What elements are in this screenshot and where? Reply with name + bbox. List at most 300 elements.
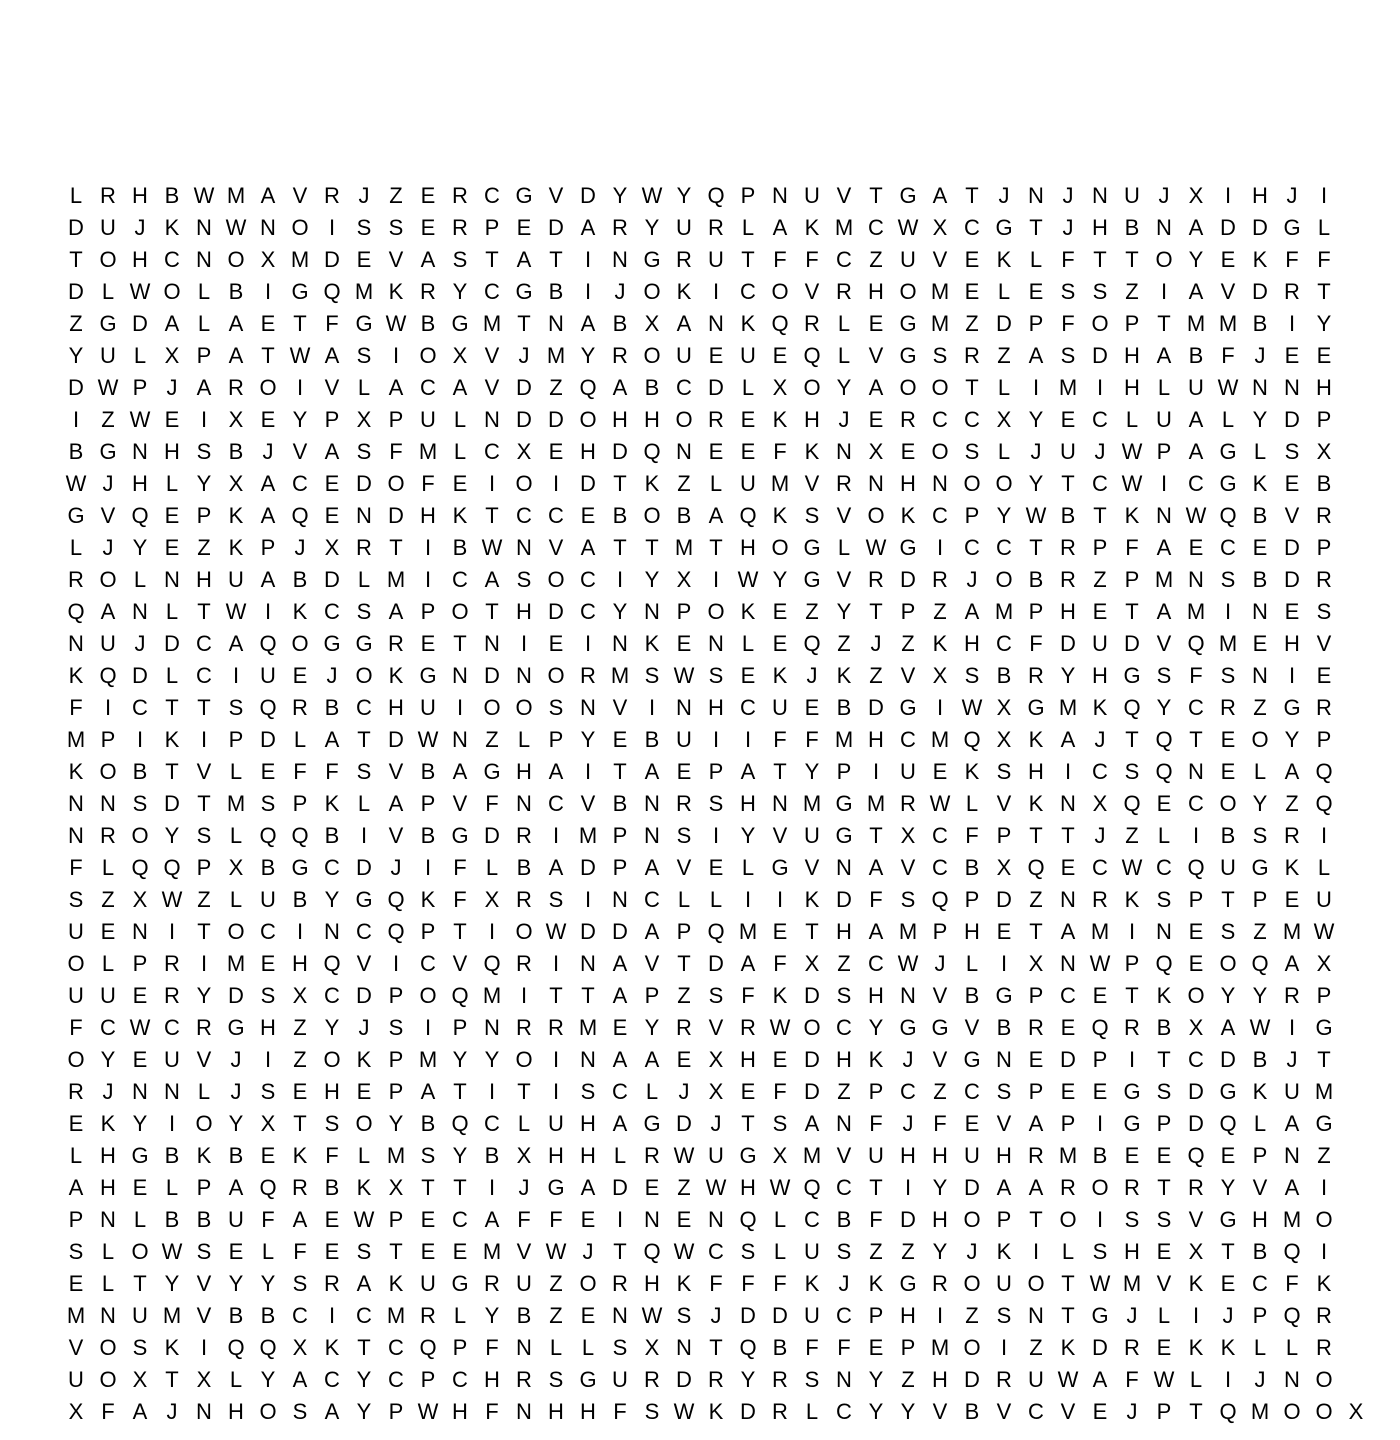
letter-cell[interactable]: Q: [483, 951, 501, 976]
letter-cell[interactable]: U: [1124, 183, 1140, 208]
letter-cell[interactable]: V: [292, 183, 308, 208]
letter-cell[interactable]: I: [616, 1207, 624, 1232]
letter-cell[interactable]: P: [452, 1335, 468, 1360]
letter-cell[interactable]: M: [930, 311, 950, 336]
letter-cell[interactable]: O: [355, 1111, 373, 1136]
letter-cell[interactable]: V: [388, 823, 404, 848]
letter-cell[interactable]: L: [741, 855, 755, 880]
letter-cell[interactable]: O: [931, 375, 949, 400]
letter-cell[interactable]: E: [1092, 1399, 1108, 1424]
letter-cell[interactable]: G: [995, 983, 1013, 1008]
letter-cell[interactable]: P: [1316, 727, 1332, 752]
letter-cell[interactable]: P: [1028, 1079, 1044, 1104]
letter-cell[interactable]: X: [68, 1399, 84, 1424]
letter-cell[interactable]: S: [516, 567, 532, 592]
letter-cell[interactable]: P: [132, 375, 148, 400]
letter-cell[interactable]: D: [868, 695, 884, 720]
letter-cell[interactable]: L: [101, 279, 115, 304]
letter-cell[interactable]: S: [1124, 759, 1140, 784]
letter-cell[interactable]: A: [644, 855, 660, 880]
letter-cell[interactable]: R: [1284, 823, 1300, 848]
letter-cell[interactable]: E: [644, 1175, 660, 1200]
letter-cell[interactable]: E: [68, 1111, 84, 1136]
letter-cell[interactable]: E: [740, 439, 756, 464]
letter-cell[interactable]: N: [644, 599, 660, 624]
letter-cell[interactable]: N: [1156, 919, 1172, 944]
letter-cell[interactable]: T: [965, 375, 979, 400]
letter-cell[interactable]: T: [869, 599, 883, 624]
letter-cell[interactable]: R: [740, 1015, 756, 1040]
letter-cell[interactable]: C: [612, 1079, 628, 1104]
letter-cell[interactable]: S: [196, 439, 212, 464]
letter-cell[interactable]: S: [644, 663, 660, 688]
letter-cell[interactable]: R: [292, 695, 308, 720]
letter-cell[interactable]: J: [294, 535, 306, 560]
letter-cell[interactable]: K: [1252, 471, 1268, 496]
letter-cell[interactable]: Q: [803, 631, 821, 656]
letter-cell[interactable]: J: [1222, 1303, 1234, 1328]
letter-cell[interactable]: B: [1060, 503, 1076, 528]
letter-cell[interactable]: S: [804, 503, 820, 528]
letter-cell[interactable]: A: [1188, 439, 1204, 464]
letter-cell[interactable]: B: [1252, 1239, 1268, 1264]
letter-cell[interactable]: T: [1125, 247, 1139, 272]
letter-cell[interactable]: R: [484, 1271, 500, 1296]
letter-cell[interactable]: Q: [1219, 1399, 1237, 1424]
letter-cell[interactable]: K: [388, 663, 404, 688]
letter-cell[interactable]: X: [1316, 439, 1332, 464]
letter-cell[interactable]: O: [1091, 311, 1109, 336]
letter-cell[interactable]: P: [388, 1079, 404, 1104]
letter-cell[interactable]: E: [1284, 599, 1300, 624]
letter-cell[interactable]: O: [995, 471, 1013, 496]
letter-cell[interactable]: T: [357, 1335, 371, 1360]
letter-cell[interactable]: M: [1058, 375, 1078, 400]
letter-cell[interactable]: V: [932, 983, 948, 1008]
letter-cell[interactable]: Q: [739, 1335, 757, 1360]
letter-cell[interactable]: G: [1123, 1111, 1141, 1136]
letter-cell[interactable]: Z: [549, 375, 563, 400]
letter-cell[interactable]: K: [964, 759, 980, 784]
letter-cell[interactable]: P: [196, 1175, 212, 1200]
letter-cell[interactable]: P: [868, 1079, 884, 1104]
letter-cell[interactable]: R: [836, 471, 852, 496]
letter-cell[interactable]: M: [994, 599, 1014, 624]
letter-cell[interactable]: A: [484, 1207, 500, 1232]
letter-cell[interactable]: G: [899, 1271, 917, 1296]
letter-cell[interactable]: Q: [579, 375, 597, 400]
letter-cell[interactable]: J: [1254, 1367, 1266, 1392]
letter-cell[interactable]: G: [1219, 1207, 1237, 1232]
letter-cell[interactable]: P: [1156, 1111, 1172, 1136]
letter-cell[interactable]: I: [1128, 1047, 1136, 1072]
letter-cell[interactable]: F: [261, 1207, 275, 1232]
letter-cell[interactable]: O: [99, 567, 117, 592]
letter-cell[interactable]: A: [1060, 727, 1076, 752]
letter-cell[interactable]: Z: [549, 1303, 563, 1328]
letter-cell[interactable]: P: [900, 599, 916, 624]
letter-cell[interactable]: V: [964, 1015, 980, 1040]
letter-cell[interactable]: K: [356, 1047, 372, 1072]
letter-cell[interactable]: Y: [644, 1015, 660, 1040]
letter-cell[interactable]: Z: [1029, 1335, 1043, 1360]
letter-cell[interactable]: T: [261, 343, 275, 368]
letter-cell[interactable]: P: [420, 791, 436, 816]
letter-cell[interactable]: O: [899, 279, 917, 304]
letter-cell[interactable]: C: [420, 375, 436, 400]
letter-cell[interactable]: L: [549, 1335, 563, 1360]
letter-cell[interactable]: U: [516, 1271, 532, 1296]
letter-cell[interactable]: W: [1249, 1015, 1271, 1040]
letter-cell[interactable]: E: [932, 759, 948, 784]
letter-cell[interactable]: L: [709, 887, 723, 912]
letter-cell[interactable]: S: [1252, 823, 1268, 848]
letter-cell[interactable]: C: [964, 535, 980, 560]
letter-cell[interactable]: A: [324, 439, 340, 464]
letter-cell[interactable]: S: [324, 1111, 340, 1136]
letter-cell[interactable]: I: [392, 951, 400, 976]
letter-cell[interactable]: I: [1288, 311, 1296, 336]
letter-cell[interactable]: X: [996, 695, 1012, 720]
letter-cell[interactable]: H: [228, 1399, 244, 1424]
letter-cell[interactable]: I: [552, 471, 560, 496]
letter-cell[interactable]: F: [325, 311, 339, 336]
letter-cell[interactable]: E: [1156, 1143, 1172, 1168]
letter-cell[interactable]: R: [68, 1079, 84, 1104]
letter-cell[interactable]: R: [1316, 1303, 1332, 1328]
letter-cell[interactable]: K: [740, 599, 756, 624]
letter-cell[interactable]: E: [1124, 1143, 1140, 1168]
letter-cell[interactable]: L: [133, 567, 147, 592]
letter-cell[interactable]: F: [453, 855, 467, 880]
letter-cell[interactable]: G: [355, 311, 373, 336]
letter-cell[interactable]: C: [484, 279, 500, 304]
letter-cell[interactable]: P: [484, 215, 500, 240]
letter-cell[interactable]: K: [644, 631, 660, 656]
letter-cell[interactable]: I: [296, 375, 304, 400]
letter-cell[interactable]: R: [164, 983, 180, 1008]
letter-cell[interactable]: A: [1284, 951, 1300, 976]
letter-cell[interactable]: B: [228, 279, 244, 304]
letter-cell[interactable]: S: [996, 759, 1012, 784]
letter-cell[interactable]: T: [165, 1367, 179, 1392]
letter-cell[interactable]: W: [1313, 919, 1335, 944]
letter-cell[interactable]: M: [66, 1303, 86, 1328]
letter-cell[interactable]: F: [549, 1207, 563, 1232]
letter-cell[interactable]: G: [899, 183, 917, 208]
letter-cell[interactable]: A: [260, 503, 276, 528]
letter-cell[interactable]: B: [164, 1143, 180, 1168]
letter-cell[interactable]: E: [1220, 1143, 1236, 1168]
letter-cell[interactable]: B: [1252, 503, 1268, 528]
letter-cell[interactable]: O: [675, 407, 693, 432]
letter-cell[interactable]: G: [1251, 855, 1269, 880]
letter-cell[interactable]: T: [453, 919, 467, 944]
letter-cell[interactable]: E: [68, 1271, 84, 1296]
letter-cell[interactable]: T: [1189, 727, 1203, 752]
letter-cell[interactable]: E: [1220, 247, 1236, 272]
letter-cell[interactable]: P: [228, 727, 244, 752]
letter-cell[interactable]: L: [229, 823, 243, 848]
letter-cell[interactable]: L: [69, 183, 83, 208]
letter-cell[interactable]: M: [1090, 919, 1110, 944]
letter-cell[interactable]: E: [1188, 535, 1204, 560]
letter-cell[interactable]: Z: [1253, 695, 1267, 720]
letter-cell[interactable]: C: [836, 1015, 852, 1040]
letter-cell[interactable]: G: [1123, 663, 1141, 688]
letter-cell[interactable]: N: [676, 695, 692, 720]
letter-cell[interactable]: W: [897, 215, 919, 240]
letter-cell[interactable]: V: [196, 1303, 212, 1328]
letter-cell[interactable]: T: [485, 503, 499, 528]
letter-cell[interactable]: A: [676, 311, 692, 336]
letter-cell[interactable]: P: [676, 919, 692, 944]
letter-cell[interactable]: T: [421, 1175, 435, 1200]
letter-cell[interactable]: I: [136, 727, 144, 752]
letter-cell[interactable]: S: [1156, 887, 1172, 912]
letter-cell[interactable]: Y: [836, 599, 852, 624]
letter-cell[interactable]: H: [1252, 183, 1268, 208]
letter-cell[interactable]: Y: [452, 1047, 468, 1072]
letter-cell[interactable]: P: [1092, 535, 1108, 560]
letter-cell[interactable]: T: [197, 919, 211, 944]
letter-cell[interactable]: V: [708, 1015, 724, 1040]
letter-cell[interactable]: B: [516, 1303, 532, 1328]
letter-cell[interactable]: S: [740, 1239, 756, 1264]
letter-cell[interactable]: B: [964, 983, 980, 1008]
letter-cell[interactable]: W: [929, 791, 951, 816]
letter-cell[interactable]: I: [1192, 1303, 1200, 1328]
letter-cell[interactable]: W: [673, 1399, 695, 1424]
letter-cell[interactable]: Y: [452, 1143, 468, 1168]
letter-cell[interactable]: Y: [612, 183, 628, 208]
letter-cell[interactable]: N: [1028, 1303, 1044, 1328]
letter-cell[interactable]: N: [1284, 1143, 1300, 1168]
letter-cell[interactable]: H: [548, 1399, 564, 1424]
letter-cell[interactable]: L: [357, 567, 371, 592]
letter-cell[interactable]: N: [1284, 375, 1300, 400]
letter-cell[interactable]: R: [420, 279, 436, 304]
letter-cell[interactable]: W: [161, 1239, 183, 1264]
letter-cell[interactable]: V: [484, 343, 500, 368]
letter-cell[interactable]: T: [709, 1335, 723, 1360]
letter-cell[interactable]: D: [580, 471, 596, 496]
letter-cell[interactable]: K: [1316, 1271, 1332, 1296]
letter-cell[interactable]: D: [260, 727, 276, 752]
letter-cell[interactable]: C: [996, 631, 1012, 656]
letter-cell[interactable]: R: [900, 407, 916, 432]
letter-cell[interactable]: S: [1220, 567, 1236, 592]
letter-cell[interactable]: I: [1288, 663, 1296, 688]
letter-cell[interactable]: C: [356, 1303, 372, 1328]
letter-cell[interactable]: V: [804, 471, 820, 496]
letter-cell[interactable]: E: [452, 471, 468, 496]
letter-cell[interactable]: O: [547, 567, 565, 592]
letter-cell[interactable]: E: [1284, 343, 1300, 368]
letter-cell[interactable]: S: [260, 983, 276, 1008]
letter-cell[interactable]: C: [740, 279, 756, 304]
letter-cell[interactable]: I: [328, 215, 336, 240]
letter-cell[interactable]: A: [580, 535, 596, 560]
letter-cell[interactable]: S: [1156, 663, 1172, 688]
letter-cell[interactable]: J: [902, 1047, 914, 1072]
letter-cell[interactable]: Q: [451, 983, 469, 1008]
letter-cell[interactable]: O: [99, 247, 117, 272]
letter-cell[interactable]: T: [1125, 599, 1139, 624]
letter-cell[interactable]: L: [805, 1399, 819, 1424]
letter-cell[interactable]: A: [1220, 1015, 1236, 1040]
letter-cell[interactable]: C: [868, 215, 884, 240]
letter-cell[interactable]: C: [932, 407, 948, 432]
letter-cell[interactable]: C: [1028, 1399, 1044, 1424]
letter-cell[interactable]: E: [1092, 599, 1108, 624]
letter-cell[interactable]: L: [773, 1239, 787, 1264]
letter-cell[interactable]: Y: [452, 279, 468, 304]
letter-cell[interactable]: E: [420, 1207, 436, 1232]
letter-cell[interactable]: K: [1060, 1335, 1076, 1360]
letter-cell[interactable]: G: [355, 631, 373, 656]
letter-cell[interactable]: D: [676, 1367, 692, 1392]
letter-cell[interactable]: O: [1219, 951, 1237, 976]
letter-cell[interactable]: W: [481, 535, 503, 560]
letter-cell[interactable]: B: [1156, 1015, 1172, 1040]
letter-cell[interactable]: R: [580, 663, 596, 688]
letter-cell[interactable]: I: [776, 887, 784, 912]
letter-cell[interactable]: F: [1221, 343, 1235, 368]
letter-cell[interactable]: P: [420, 599, 436, 624]
letter-cell[interactable]: R: [772, 1399, 788, 1424]
letter-cell[interactable]: W: [673, 1239, 695, 1264]
letter-cell[interactable]: N: [68, 631, 84, 656]
letter-cell[interactable]: B: [1028, 567, 1044, 592]
letter-cell[interactable]: K: [676, 279, 692, 304]
letter-cell[interactable]: L: [965, 791, 979, 816]
letter-cell[interactable]: T: [453, 1079, 467, 1104]
letter-cell[interactable]: M: [1314, 1079, 1334, 1104]
letter-cell[interactable]: E: [548, 439, 564, 464]
letter-cell[interactable]: P: [388, 1047, 404, 1072]
letter-cell[interactable]: L: [773, 1207, 787, 1232]
letter-cell[interactable]: B: [420, 311, 436, 336]
letter-cell[interactable]: B: [420, 759, 436, 784]
letter-cell[interactable]: L: [1253, 1111, 1267, 1136]
letter-cell[interactable]: U: [68, 919, 84, 944]
letter-cell[interactable]: E: [132, 1047, 148, 1072]
letter-cell[interactable]: M: [1122, 1271, 1142, 1296]
letter-cell[interactable]: O: [1155, 247, 1173, 272]
letter-cell[interactable]: I: [1224, 1367, 1232, 1392]
letter-cell[interactable]: D: [1284, 407, 1300, 432]
letter-cell[interactable]: H: [1284, 631, 1300, 656]
letter-cell[interactable]: N: [676, 1335, 692, 1360]
letter-cell[interactable]: Y: [196, 471, 212, 496]
letter-cell[interactable]: L: [677, 887, 691, 912]
letter-cell[interactable]: Y: [740, 823, 756, 848]
letter-cell[interactable]: O: [547, 663, 565, 688]
letter-cell[interactable]: V: [452, 791, 468, 816]
letter-cell[interactable]: N: [1188, 759, 1204, 784]
letter-cell[interactable]: J: [230, 1079, 242, 1104]
letter-cell[interactable]: F: [453, 887, 467, 912]
letter-cell[interactable]: V: [836, 183, 852, 208]
letter-cell[interactable]: A: [100, 599, 116, 624]
letter-cell[interactable]: A: [644, 759, 660, 784]
letter-cell[interactable]: B: [324, 695, 340, 720]
letter-cell[interactable]: L: [1253, 759, 1267, 784]
letter-cell[interactable]: Y: [868, 1399, 884, 1424]
letter-cell[interactable]: C: [324, 599, 340, 624]
letter-cell[interactable]: V: [900, 663, 916, 688]
letter-cell[interactable]: T: [613, 471, 627, 496]
letter-cell[interactable]: G: [483, 759, 501, 784]
letter-cell[interactable]: N: [196, 247, 212, 272]
letter-cell[interactable]: I: [232, 663, 240, 688]
letter-cell[interactable]: D: [1124, 631, 1140, 656]
letter-cell[interactable]: C: [644, 887, 660, 912]
letter-cell[interactable]: H: [548, 1143, 564, 1168]
letter-cell[interactable]: O: [419, 983, 437, 1008]
letter-cell[interactable]: Q: [803, 1175, 821, 1200]
letter-cell[interactable]: J: [934, 951, 946, 976]
letter-cell[interactable]: O: [227, 919, 245, 944]
letter-cell[interactable]: K: [868, 1047, 884, 1072]
letter-cell[interactable]: R: [676, 791, 692, 816]
letter-cell[interactable]: X: [484, 887, 500, 912]
letter-cell[interactable]: P: [964, 503, 980, 528]
letter-cell[interactable]: K: [228, 503, 244, 528]
letter-cell[interactable]: E: [324, 471, 340, 496]
letter-cell[interactable]: Y: [1284, 727, 1300, 752]
letter-cell[interactable]: V: [1060, 1399, 1076, 1424]
letter-cell[interactable]: Q: [707, 183, 725, 208]
letter-cell[interactable]: Y: [164, 1271, 180, 1296]
letter-cell[interactable]: Y: [932, 1239, 948, 1264]
letter-cell[interactable]: R: [1188, 1175, 1204, 1200]
letter-cell[interactable]: T: [1061, 1271, 1075, 1296]
letter-cell[interactable]: V: [548, 535, 564, 560]
letter-cell[interactable]: Q: [931, 887, 949, 912]
letter-cell[interactable]: E: [1060, 1015, 1076, 1040]
letter-cell[interactable]: E: [1156, 1335, 1172, 1360]
letter-cell[interactable]: J: [1062, 215, 1074, 240]
letter-cell[interactable]: N: [196, 1399, 212, 1424]
letter-cell[interactable]: E: [1028, 1047, 1044, 1072]
letter-cell[interactable]: R: [452, 183, 468, 208]
letter-cell[interactable]: E: [420, 631, 436, 656]
letter-cell[interactable]: W: [1025, 503, 1047, 528]
letter-cell[interactable]: Y: [1156, 695, 1172, 720]
letter-cell[interactable]: W: [545, 1239, 567, 1264]
letter-cell[interactable]: A: [260, 567, 276, 592]
letter-cell[interactable]: Z: [677, 1175, 691, 1200]
letter-cell[interactable]: K: [900, 503, 916, 528]
letter-cell[interactable]: H: [932, 1207, 948, 1232]
letter-cell[interactable]: V: [1284, 503, 1300, 528]
letter-cell[interactable]: X: [644, 1335, 660, 1360]
letter-cell[interactable]: R: [100, 823, 116, 848]
letter-cell[interactable]: I: [936, 695, 944, 720]
letter-cell[interactable]: Z: [1253, 919, 1267, 944]
letter-cell[interactable]: H: [996, 1143, 1012, 1168]
letter-cell[interactable]: W: [225, 215, 247, 240]
letter-cell[interactable]: J: [1126, 1303, 1138, 1328]
letter-cell[interactable]: L: [453, 439, 467, 464]
letter-cell[interactable]: F: [293, 1239, 307, 1264]
letter-cell[interactable]: T: [677, 951, 691, 976]
letter-cell[interactable]: I: [584, 279, 592, 304]
letter-cell[interactable]: B: [132, 759, 148, 784]
letter-cell[interactable]: U: [100, 631, 116, 656]
